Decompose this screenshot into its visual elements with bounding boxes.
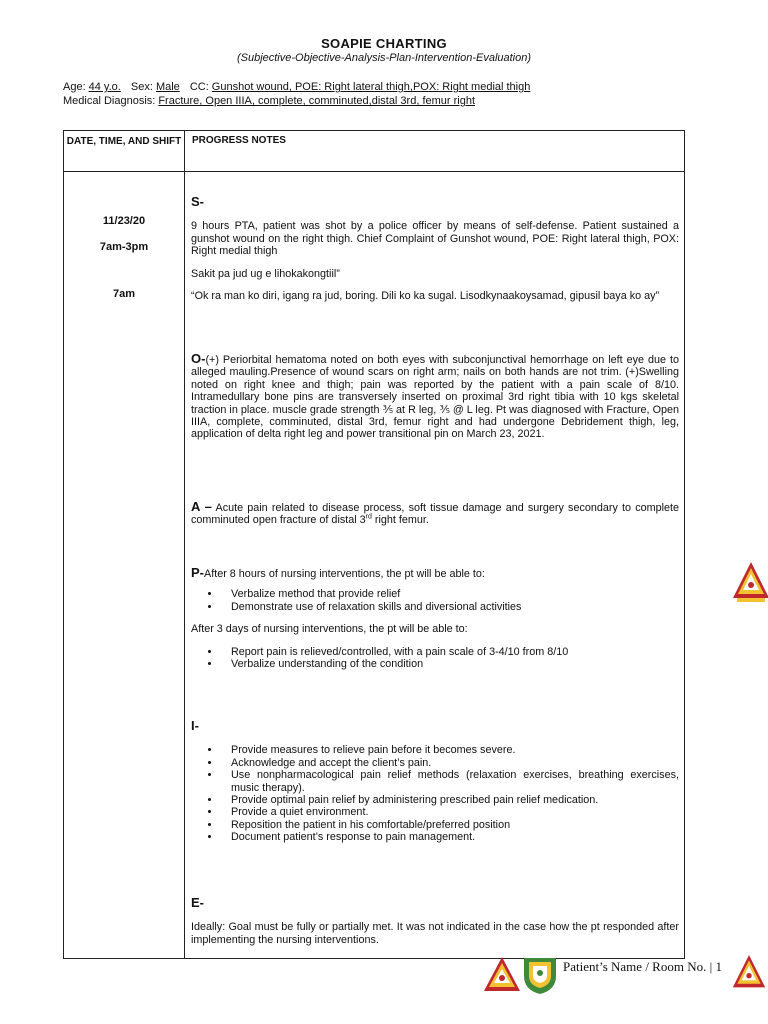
list-item: • Report pain is relieved/controlled, with a pain scale of 3-4/10 from 8/10 bbox=[221, 646, 679, 658]
list-item: • Acknowledge and accept the client’s pain. bbox=[221, 757, 679, 769]
sex-label: Sex: bbox=[130, 81, 153, 93]
plan-intro-2: After 3 days of nursing interventions, the pt will be able to: bbox=[191, 623, 468, 636]
document-title: SOAPIE CHARTING bbox=[321, 36, 447, 51]
intervention-section bbox=[191, 720, 679, 844]
objective-label: O- bbox=[191, 351, 206, 366]
diagnosis-label: Medical Diagnosis: bbox=[63, 95, 156, 107]
objective-text: (+) Periorbital hematoma noted on both eyes with subconjunctival hemorrhage on left eye due to alleged mauling.Presence of wound scars on right arm; nails on both hands are not trim. (+)Swelling noted on right knee and thigh; pain was reported by the patient with a pain scale of 8/10. Intramedullary bone pins are transversely inserted on proximal 3rd right tibia with 10 kgs skeletal traction in place. muscle grade strength ⅗ at R leg, ⅗ @ L leg. Pt was diagnosed with Fracture, Open IIIA, complete, comminuted, distal 3rd, femur right and had undergone Debridement thigh, leg, application of delta right leg and power transitional pin on March 23, 2021. bbox=[191, 354, 679, 441]
list-item: • Use nonpharmacological pain relief methods (relaxation exercises, breathing exercises, music therapy). bbox=[221, 769, 679, 794]
subjective-text: 9 hours PTA, patient was shot by a police officer by means of self-defense. Patient sustained a gunshot wound on the right thigh. Chief Complaint of Gunshot wound, POE: Right lateral thigh, POX: Right medial thigh bbox=[191, 220, 679, 258]
objective-section bbox=[191, 353, 679, 451]
college-emblem-logo bbox=[520, 952, 560, 996]
subjective-quote-1: Sakit pa jud ug e lihokakongtiil” bbox=[191, 267, 340, 280]
list-item: • Provide a quiet environment. bbox=[221, 806, 679, 818]
analysis-text-end: right femur. bbox=[371, 514, 429, 527]
entry-date: 11/23/20 bbox=[102, 215, 146, 227]
list-item: • Verbalize method that provide relief bbox=[221, 588, 679, 600]
evaluation-label: E- bbox=[191, 895, 204, 910]
diagnosis-value: Fracture, Open IIIA, complete, comminuted,distal 3rd, femur right bbox=[158, 95, 476, 107]
plan-label: P- bbox=[191, 565, 204, 580]
list-item: • Verbalize understanding of the condition bbox=[221, 658, 679, 670]
plan-intro: After 8 hours of nursing interventions, the pt will be able to: bbox=[204, 568, 485, 580]
school-seal-logo bbox=[482, 955, 522, 995]
plan-section bbox=[191, 567, 679, 670]
list-item: • Document patient’s response to pain management. bbox=[221, 831, 679, 843]
entry-time: 7am bbox=[112, 288, 136, 300]
intervention-list bbox=[191, 744, 679, 843]
entry-shift: 7am-3pm bbox=[99, 241, 149, 253]
patient-info-line bbox=[63, 81, 530, 93]
list-item: • Provide measures to relieve pain before it becomes severe. bbox=[221, 744, 679, 756]
list-item: • Reposition the patient in his comfortable/preferred position bbox=[221, 819, 679, 831]
analysis-label: A – bbox=[191, 499, 212, 514]
evaluation-text: Ideally: Goal must be fully or partially met. It was not indicated in the case how the pt responded after implementing the nursing interventions. bbox=[191, 921, 679, 946]
patient-name-room-footer: Patient’s Name / Room No. | 1 bbox=[563, 959, 722, 974]
document-subtitle: (Subjective-Objective-Analysis-Plan-Intervention-Evaluation) bbox=[236, 52, 532, 64]
date-time-shift-header: DATE, TIME, AND SHIFT bbox=[66, 136, 182, 147]
analysis-superscript: rd bbox=[365, 513, 372, 521]
evaluation-section bbox=[191, 897, 679, 956]
analysis-section bbox=[191, 501, 679, 537]
cc-label: CC: bbox=[189, 81, 209, 93]
plan-list-short-term bbox=[191, 588, 679, 613]
list-item: • Demonstrate use of relaxation skills and diversional activities bbox=[221, 601, 679, 613]
plan-list-long-term bbox=[191, 646, 679, 671]
analysis-text: Acute pain related to disease process, soft tissue damage and surgery secondary to complete comminuted open fracture of distal 3 bbox=[191, 502, 680, 527]
progress-notes-table bbox=[63, 130, 685, 959]
list-item: • Provide optimal pain relief by administering prescribed pain relief medication. bbox=[221, 794, 679, 806]
school-seal-logo bbox=[731, 560, 768, 604]
sex-value: Male bbox=[155, 81, 180, 93]
subjective-quote-2: “Ok ra man ko diri, igang ra jud, boring. Dili ko ka sugal. Lisodkynaakoysamad, gipusil baya ko ay” bbox=[191, 290, 660, 303]
progress-notes-header: PROGRESS NOTES bbox=[192, 135, 286, 146]
age-label: Age: bbox=[63, 81, 86, 93]
school-seal-logo bbox=[731, 953, 767, 993]
subjective-section bbox=[191, 196, 679, 312]
age-value: 44 y.o. bbox=[88, 81, 121, 93]
diagnosis-line bbox=[63, 95, 475, 107]
intervention-label: I- bbox=[191, 718, 199, 733]
subjective-label: S- bbox=[191, 194, 204, 209]
cc-value: Gunshot wound, POE: Right lateral thigh,POX: Right medial thigh bbox=[211, 81, 531, 93]
